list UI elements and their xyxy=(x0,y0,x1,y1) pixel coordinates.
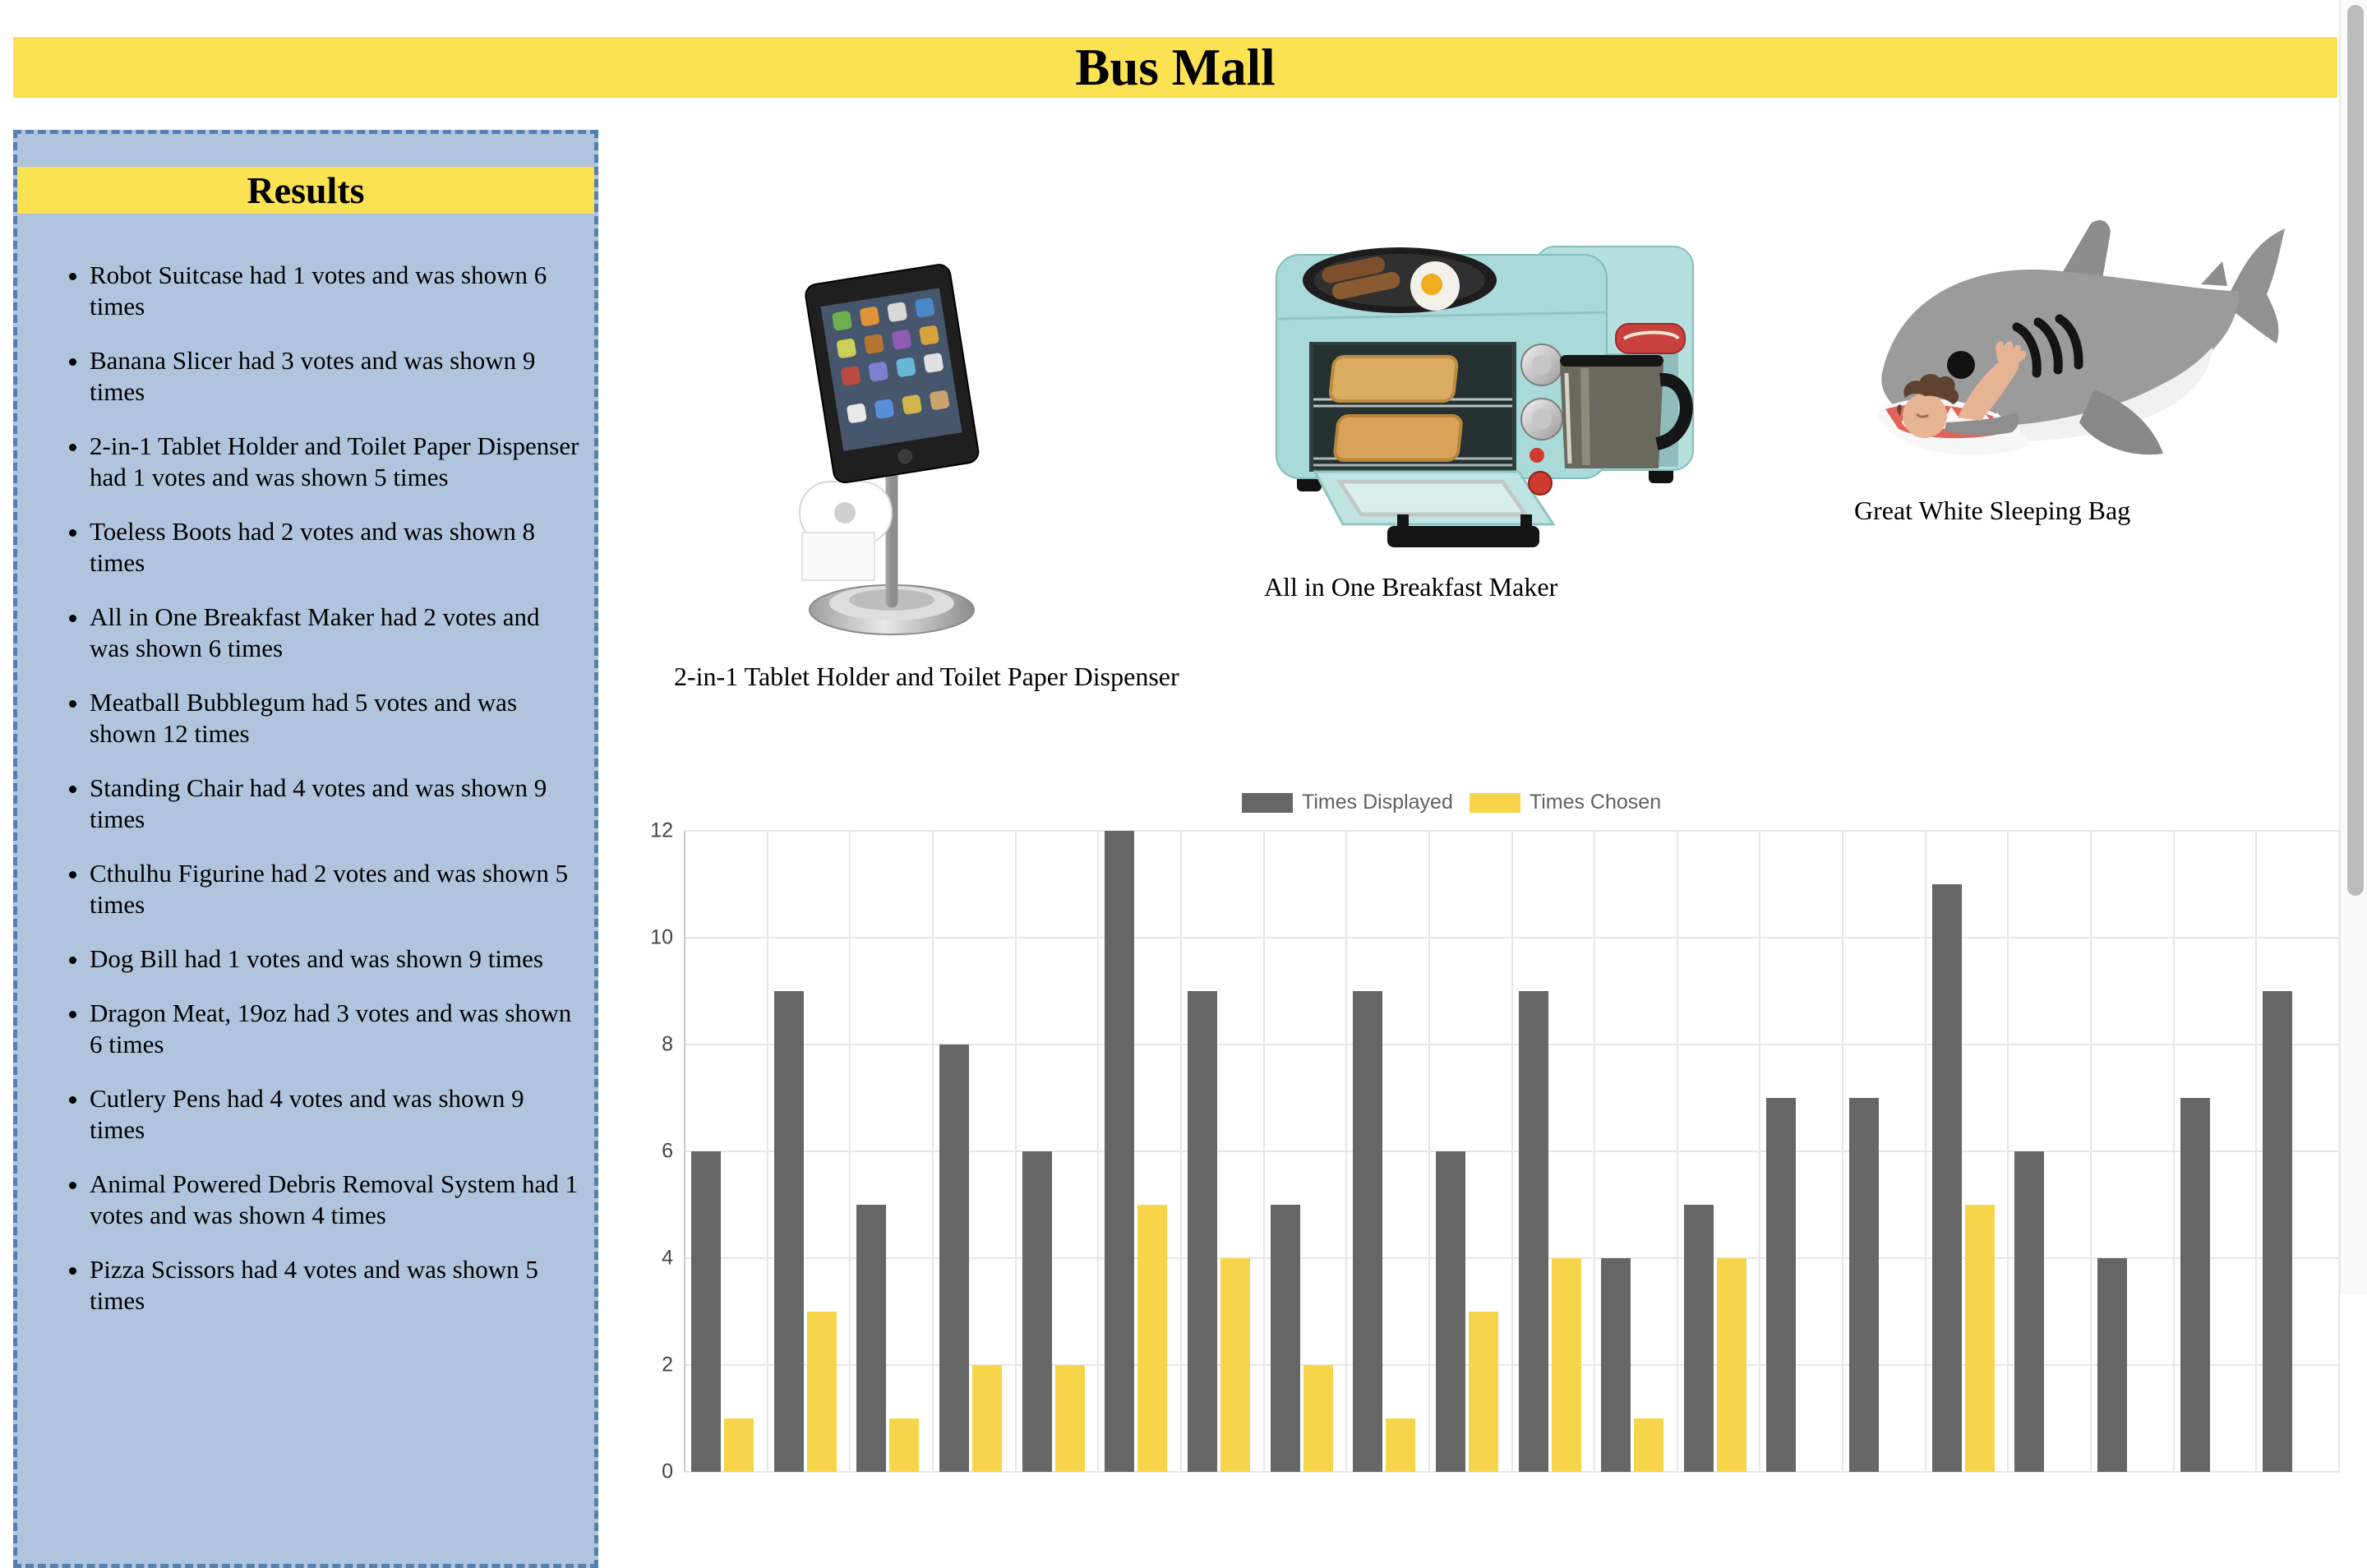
breakfast-maker-image[interactable] xyxy=(1264,204,1708,553)
times-displayed-bar xyxy=(1022,1151,1052,1472)
y-axis-tick-label: 8 xyxy=(662,1032,673,1056)
times-displayed-bar xyxy=(1932,884,1962,1472)
legend-times-displayed xyxy=(1242,791,1453,814)
times-displayed-swatch xyxy=(1242,793,1293,813)
product-card-tablet-holder xyxy=(674,204,1249,693)
vertical-scrollbar-thumb[interactable] xyxy=(2347,5,2364,896)
v-gridline xyxy=(1015,831,1017,1472)
v-gridline xyxy=(1428,831,1430,1472)
results-list-item: • Toeless Boots had 2 votes and was shown 8 times xyxy=(90,516,583,579)
product-card-breakfast-maker xyxy=(1264,204,1839,603)
v-gridline xyxy=(849,831,851,1472)
times-displayed-bar xyxy=(1271,1205,1300,1472)
y-axis-tick-label: 6 xyxy=(662,1139,673,1163)
legend-label: Times Chosen xyxy=(1529,791,1662,814)
times-chosen-bar xyxy=(1634,1418,1663,1472)
times-displayed-bar xyxy=(856,1205,886,1472)
product-card-shark-sleeping-bag xyxy=(1854,204,2367,527)
times-displayed-bar xyxy=(1766,1098,1796,1472)
results-list-item: • Dog Bill had 1 votes and was shown 9 times xyxy=(90,943,583,975)
results-list-item: • Standing Chair had 4 votes and was shown 9 times xyxy=(90,772,583,835)
v-gridline xyxy=(1263,831,1265,1472)
times-displayed-bar xyxy=(1188,991,1217,1472)
legend-times-chosen xyxy=(1470,791,1661,814)
results-list-item: • Robot Suitcase had 1 votes and was shown 6 times xyxy=(90,260,583,322)
times-displayed-bar xyxy=(2014,1151,2044,1472)
y-axis-tick-label: 12 xyxy=(650,819,673,842)
times-chosen-bar xyxy=(807,1312,837,1472)
v-gridline xyxy=(2090,831,2092,1472)
product-caption: 2-in-1 Tablet Holder and Toilet Paper Dispenser xyxy=(674,662,1179,691)
chart-legend xyxy=(1242,791,1677,814)
v-gridline xyxy=(2255,831,2257,1472)
y-axis-tick-label: 4 xyxy=(662,1246,673,1270)
v-gridline xyxy=(1345,831,1347,1472)
times-displayed-bar xyxy=(1601,1258,1631,1472)
results-sidebar xyxy=(13,130,598,1568)
results-list-item: • All in One Breakfast Maker had 2 votes and was shown 6 times xyxy=(90,602,583,664)
times-chosen-bar xyxy=(1552,1258,1581,1472)
results-heading: Results xyxy=(17,167,594,214)
page-title: Bus Mall xyxy=(13,37,2337,98)
times-displayed-bar xyxy=(2180,1098,2210,1472)
y-axis-tick-label: 10 xyxy=(650,925,673,949)
results-list-item: • Pizza Scissors had 4 votes and was shown 5 times xyxy=(90,1254,583,1317)
results-list-item: • Meatball Bubblegum had 5 votes and was shown 12 times xyxy=(90,687,583,749)
times-displayed-bar xyxy=(1436,1151,1465,1472)
times-displayed-bar xyxy=(1519,991,1548,1472)
product-caption: All in One Breakfast Maker xyxy=(1264,572,1558,602)
times-displayed-bar xyxy=(2263,991,2292,1472)
results-list-item: • Cthulhu Figurine had 2 votes and was shown 5 times xyxy=(90,858,583,920)
v-gridline xyxy=(1925,831,1926,1472)
v-gridline xyxy=(1594,831,1595,1472)
times-displayed-bar xyxy=(1684,1205,1714,1472)
results-list-item: • Cutlery Pens had 4 votes and was shown 9 times xyxy=(90,1083,583,1146)
v-gridline xyxy=(1842,831,1843,1472)
times-chosen-bar xyxy=(972,1365,1002,1472)
times-chosen-bar xyxy=(1220,1258,1250,1472)
results-list-item: • Dragon Meat, 19oz had 3 votes and was shown 6 times xyxy=(90,998,583,1060)
v-gridline xyxy=(2007,831,2009,1472)
times-displayed-bar xyxy=(1353,991,1382,1472)
y-axis-line xyxy=(684,831,685,1472)
times-chosen-bar xyxy=(1303,1365,1333,1472)
times-chosen-bar xyxy=(1137,1205,1167,1472)
results-bar-chart xyxy=(633,777,2339,1516)
v-gridline xyxy=(1097,831,1099,1472)
v-gridline xyxy=(932,831,934,1472)
times-chosen-bar xyxy=(1055,1365,1085,1472)
results-list xyxy=(17,260,594,1317)
v-gridline xyxy=(767,831,768,1472)
product-caption: Great White Sleeping Bag xyxy=(1854,496,2131,525)
times-chosen-bar xyxy=(724,1418,754,1472)
v-gridline xyxy=(1511,831,1513,1472)
times-chosen-bar xyxy=(1386,1418,1415,1472)
legend-label: Times Displayed xyxy=(1302,791,1453,814)
times-displayed-bar xyxy=(939,1045,969,1472)
times-chosen-bar xyxy=(1717,1258,1746,1472)
times-chosen-bar xyxy=(889,1418,919,1472)
times-displayed-bar xyxy=(1849,1098,1879,1472)
vertical-scrollbar-track[interactable] xyxy=(2339,0,2367,1294)
results-list-item: • 2-in-1 Tablet Holder and Toilet Paper Dispenser had 1 votes and was shown 5 times xyxy=(90,431,583,493)
times-chosen-bar xyxy=(1469,1312,1498,1472)
v-gridline xyxy=(1759,831,1760,1472)
times-displayed-bar xyxy=(774,991,804,1472)
times-displayed-bar xyxy=(2097,1258,2127,1472)
v-gridline xyxy=(2173,831,2175,1472)
times-displayed-bar xyxy=(1105,831,1134,1472)
v-gridline xyxy=(1677,831,1678,1472)
y-axis-tick-label: 0 xyxy=(662,1460,673,1483)
v-gridline xyxy=(1180,831,1182,1472)
times-chosen-bar xyxy=(1965,1205,1995,1472)
y-axis-tick-label: 2 xyxy=(662,1353,673,1377)
results-list-item: • Animal Powered Debris Removal System had 1 votes and was shown 4 times xyxy=(90,1169,583,1231)
times-chosen-swatch xyxy=(1470,793,1520,813)
chart-plot-area xyxy=(650,819,2339,1483)
tablet-holder-toilet-paper-image[interactable] xyxy=(723,222,1068,643)
times-displayed-bar xyxy=(691,1151,721,1472)
results-list-item: • Banana Slicer had 3 votes and was shown 9 times xyxy=(90,345,583,408)
shark-sleeping-bag-image[interactable] xyxy=(1856,215,2291,477)
